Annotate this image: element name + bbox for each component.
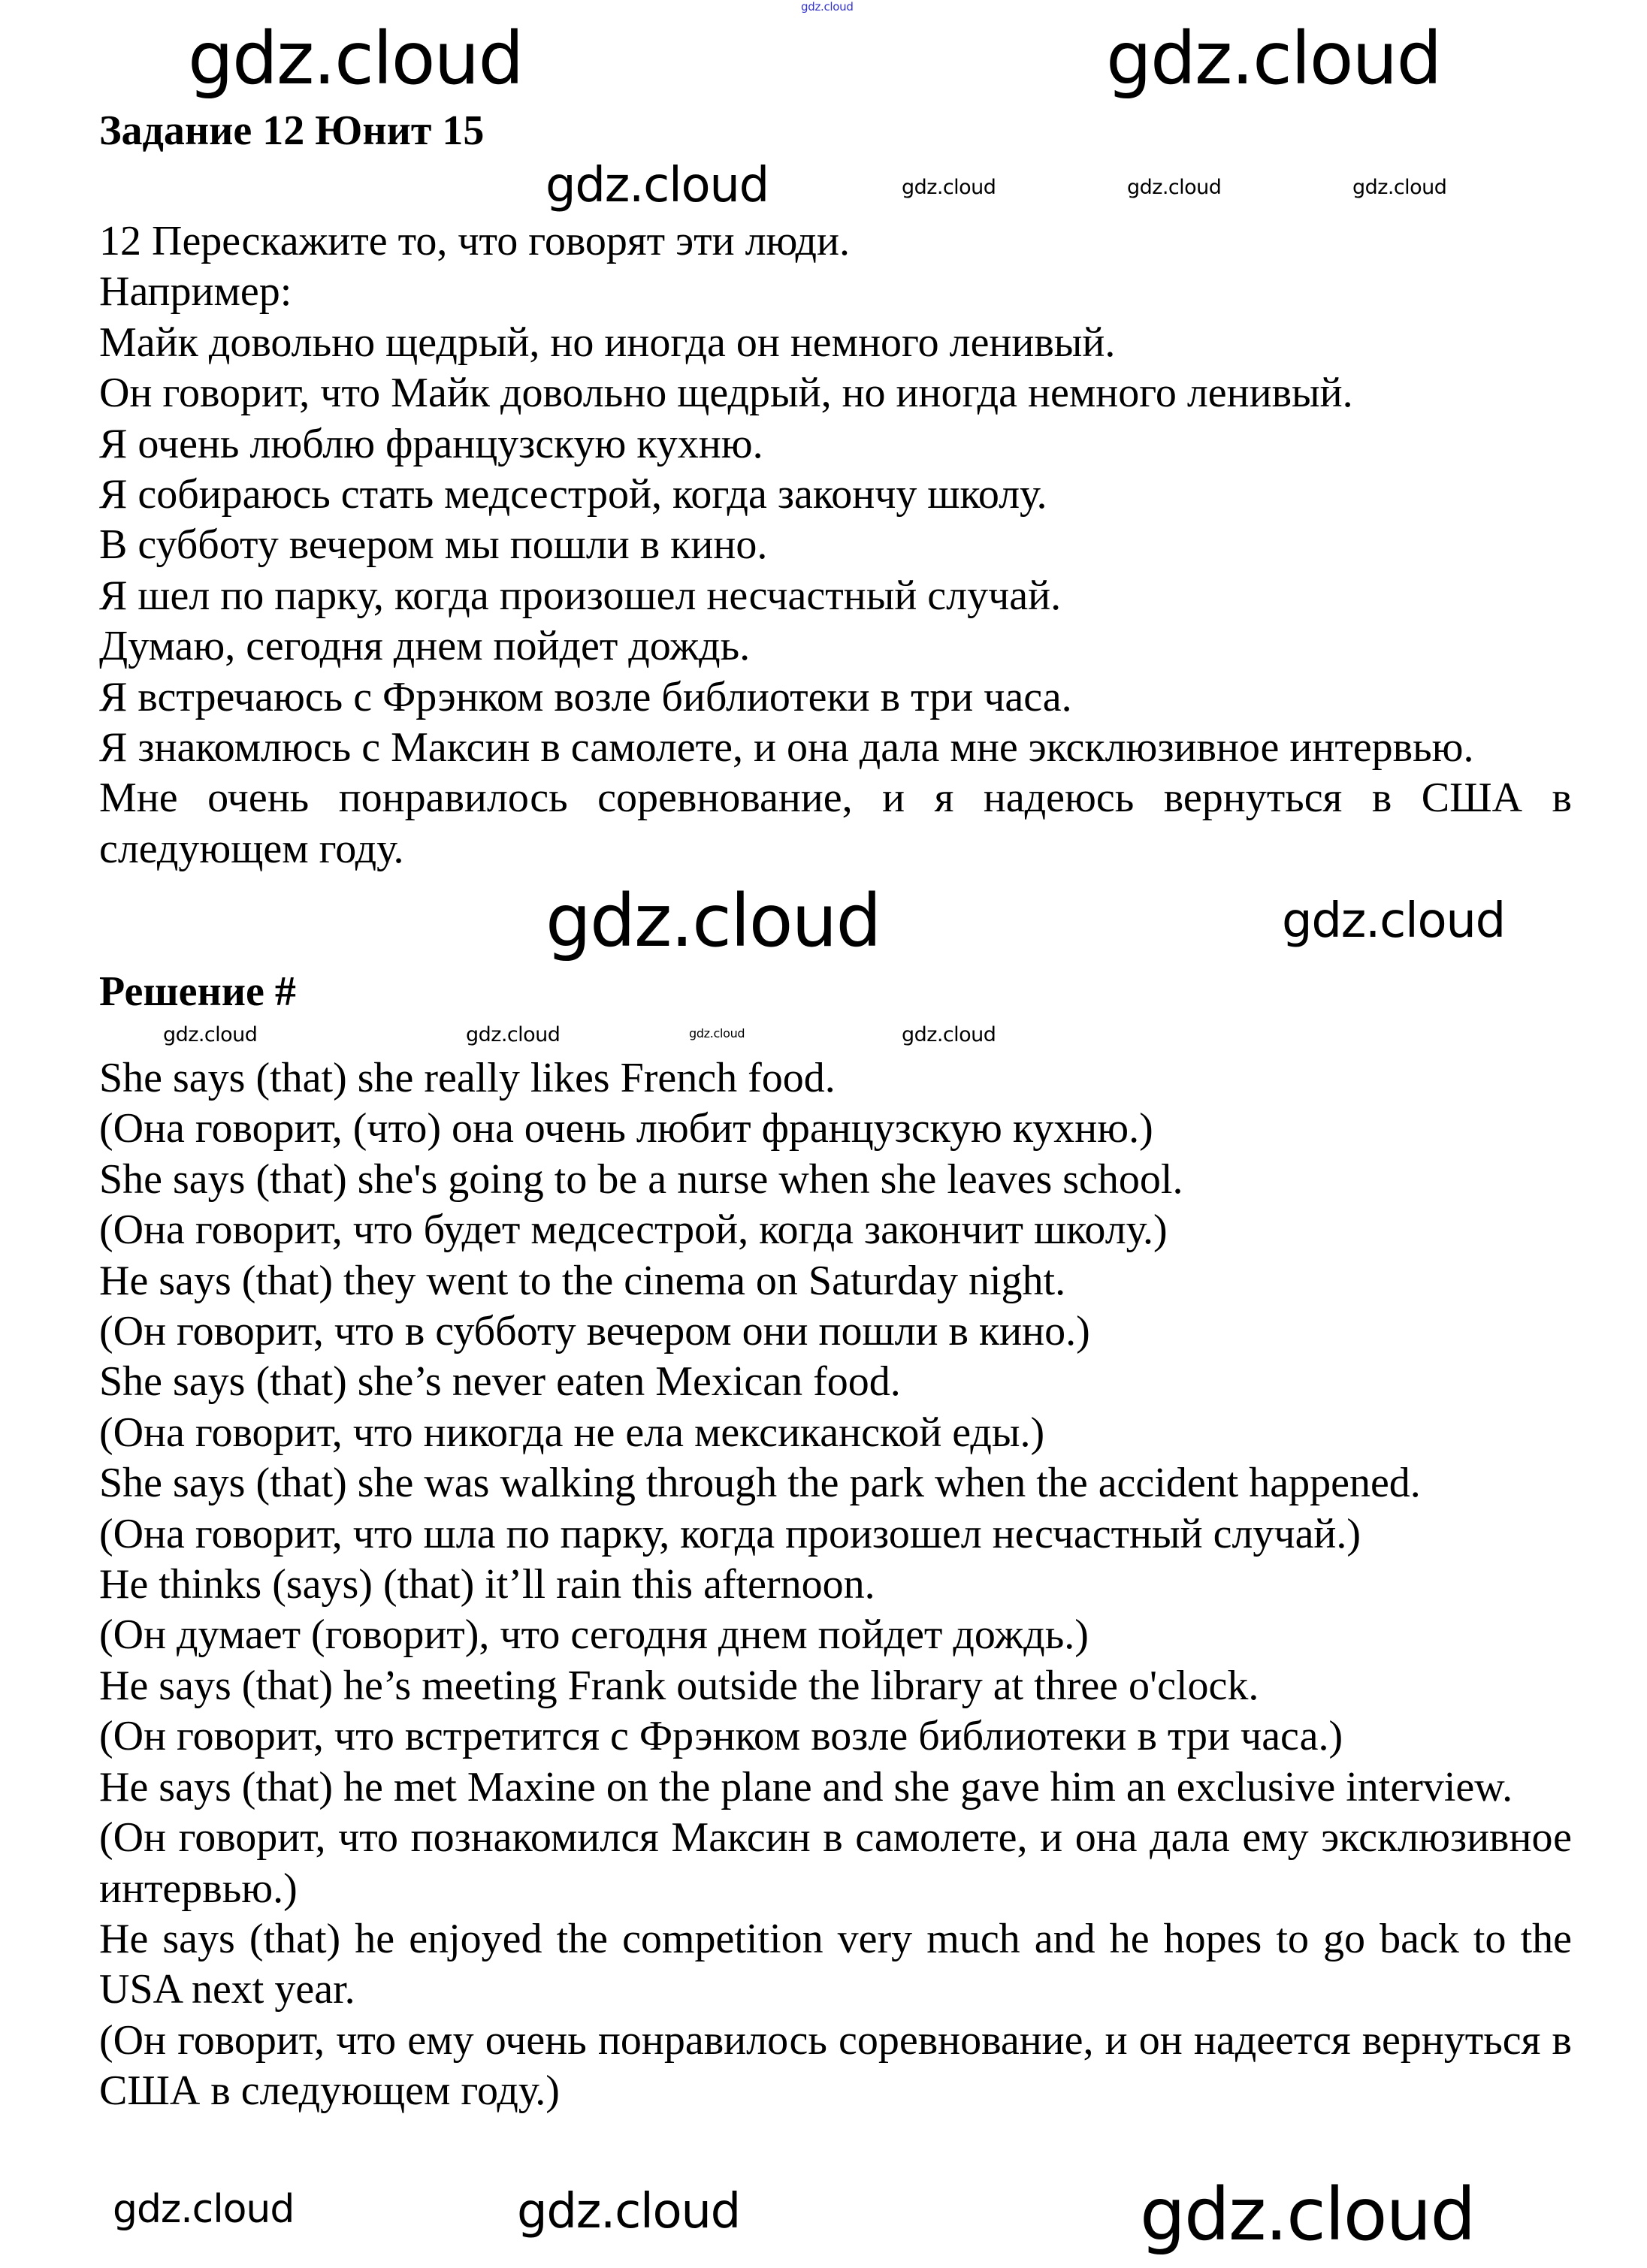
solution-heading: Решение #: [99, 968, 296, 1015]
solution-line: (Она говорит, что шла по парку, когда произошел несчастный случай.): [99, 1510, 1361, 1557]
solution-line: (Он говорит, что познакомился Максин в самолете, и она дала ему эксклюзивное интервью.): [99, 1814, 1572, 1912]
solution-line: He says (that) he enjoyed the competition very much and he hopes to go back to the USA next year.: [99, 1915, 1572, 2013]
solution-line: (Он думает (говорит), что сегодня днем пойдет дождь.): [99, 1611, 1089, 1659]
watermark: gdz.cloud: [801, 0, 854, 14]
task-line: Майк довольно щедрый, но иногда он немного ленивый.: [99, 319, 1116, 366]
watermark: gdz.cloud: [902, 176, 996, 199]
solution-line: He thinks (says) (that) it’ll rain this afternoon.: [99, 1561, 875, 1608]
watermark: gdz.cloud: [1140, 2173, 1475, 2257]
solution-line: She says (that) she’s never eaten Mexican food.: [99, 1358, 901, 1406]
task-line: 12 Перескажите то, что говорят эти люди.: [99, 218, 850, 264]
watermark: gdz.cloud: [113, 2187, 295, 2232]
solution-text: [99, 1053, 1572, 2117]
solution-line: He says (that) he’s meeting Frank outside the library at three o'clock.: [99, 1662, 1259, 1709]
watermark: gdz.cloud: [1352, 176, 1447, 199]
task-line: Я собираюсь стать медсестрой, когда закончу школу.: [99, 471, 1047, 518]
solution-line: (Она говорит, что будет медсестрой, когда закончит школу.): [99, 1206, 1168, 1254]
solution-line: He says (that) he met Maxine on the plane and she gave him an exclusive interview.: [99, 1763, 1513, 1810]
task-line: Я знакомлюсь с Максин в самолете, и она дала мне эксклюзивное интервью.: [99, 724, 1474, 772]
solution-line: (Он говорит, что ему очень понравилось соревнование, и он надеется вернуться в США в следующем году.): [99, 2016, 1572, 2115]
watermark: gdz.cloud: [689, 1026, 745, 1040]
task-line: Например:: [99, 268, 292, 316]
solution-line: She says (that) she's going to be a nurse when she leaves school.: [99, 1155, 1183, 1203]
solution-line: (Она говорит, что никогда не ела мексиканской еды.): [99, 1409, 1045, 1456]
watermark: gdz.cloud: [188, 17, 523, 101]
solution-line: (Он говорит, что в субботу вечером они пошли в кино.): [99, 1308, 1090, 1355]
task-title: Задание 12 Юнит 15: [99, 107, 485, 154]
task-text: [99, 216, 1572, 874]
solution-line: (Она говорит, (что) она очень любит французскую кухню.): [99, 1105, 1153, 1152]
watermark: gdz.cloud: [1282, 893, 1505, 949]
solution-line: She says (that) she really likes French food.: [99, 1055, 836, 1101]
task-line: Он говорит, что Майк довольно щедрый, но иногда немного ленивый.: [99, 370, 1353, 417]
watermark: gdz.cloud: [466, 1023, 561, 1046]
task-line: В субботу вечером мы пошли в кино.: [99, 521, 768, 569]
watermark: gdz.cloud: [1106, 17, 1441, 101]
watermark: gdz.cloud: [545, 158, 769, 213]
solution-line: (Он говорит, что встретится с Фрэнком возле библиотеки в три часа.): [99, 1713, 1343, 1760]
task-line: Я встречаюсь с Фрэнком возле библиотеки в три часа.: [99, 673, 1072, 720]
watermark: gdz.cloud: [163, 1023, 258, 1046]
solution-line: She says (that) she was walking through the park when the accident happened.: [99, 1460, 1421, 1507]
task-line: Я шел по парку, когда произошел несчастный случай.: [99, 572, 1062, 619]
task-line: Мне очень понравилось соревнование, и я надеюсь вернуться в США в следующем году.: [99, 775, 1572, 872]
watermark: gdz.cloud: [1127, 176, 1222, 199]
task-line: Думаю, сегодня днем пойдет дождь.: [99, 623, 751, 670]
task-line: Я очень люблю французскую кухню.: [99, 420, 763, 467]
watermark: gdz.cloud: [902, 1023, 996, 1046]
watermark: gdz.cloud: [545, 879, 881, 963]
solution-line: He says (that) they went to the cinema on Saturday night.: [99, 1257, 1066, 1304]
watermark: gdz.cloud: [517, 2184, 740, 2239]
